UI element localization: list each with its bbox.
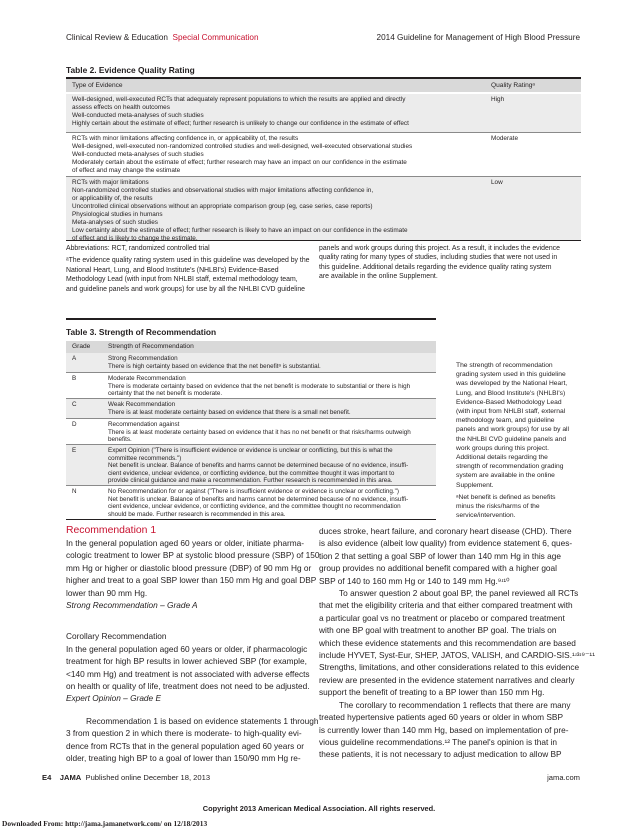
note-line: work groups during this project. xyxy=(456,444,549,452)
cell-line: There is high certainty based on evidence that the net benefitᵃ is substantial. xyxy=(108,362,321,370)
body-line: In the general population aged 60 years or older, if pharmacologic xyxy=(66,643,308,654)
section-label: Clinical Review & Education xyxy=(66,33,168,42)
cell-line: There is at least moderate certainty based on evidence that it has no net benefit or that risks/harms outweigh xyxy=(108,428,411,436)
body-line: <140 mm Hg) and treatment is not associated with adverse effects xyxy=(66,668,310,679)
cell-line: cient evidence, unclear evidence, or conflicting evidence, but the committee thought it was important to xyxy=(108,469,395,477)
table2-col-evidence: Type of Evidence xyxy=(72,82,123,89)
note-line: Lung, and Blood Institute's (NHLBI's) xyxy=(456,389,566,397)
cell-line: RCTs with minor limitations affecting confidence in, or applicability of, the results xyxy=(72,135,299,142)
journal-site: jama.com xyxy=(547,773,580,782)
table2-bottom-rule xyxy=(66,240,581,241)
grade-cell: E xyxy=(72,447,77,454)
table2-evidence-cell xyxy=(72,96,472,128)
body-line: Recommendation 1 is based on evidence statements 1 through xyxy=(86,715,319,726)
grade-cell: N xyxy=(72,488,77,495)
published-date: Published online December 18, 2013 xyxy=(85,773,211,782)
body-line: group provides no additional benefit compared with a higher goal xyxy=(319,563,558,574)
running-title: 2014 Guideline for Management of High Blood Pressure xyxy=(376,33,580,42)
body-line: tion 2 that setting a goal SBP of lower than 140 mm Hg in this age xyxy=(319,550,561,561)
cell-line: Expert Opinion ("There is insufficient evidence or evidence is unclear or conflicting, but this is what the xyxy=(108,447,393,454)
body-line: older, treating high BP to a goal of lower than 150/90 mm Hg re- xyxy=(66,753,301,764)
table3-top-rule xyxy=(66,318,436,320)
table2-evidence-cell xyxy=(72,179,472,243)
note-line: methodology team, and guideline xyxy=(456,417,555,425)
table3-row-a xyxy=(66,353,436,372)
cell-line: or applicability of, the results xyxy=(72,195,153,202)
grade-cell: B xyxy=(72,375,77,382)
grade-cell: C xyxy=(72,401,77,408)
footnote-line: quality rating for many types of studies, including studies that were not used in xyxy=(319,254,558,262)
body-line: SBP of 140 to 160 mm Hg or 140 to 149 mm Hg.⁹ʴ¹⁰ xyxy=(319,575,510,586)
right-column xyxy=(319,525,595,761)
footnote-line: National Heart, Lung, and Blood Institute's (NHLBI's) Evidence-Based xyxy=(66,266,279,274)
table3-row-d xyxy=(66,419,436,444)
cell-line: Recommendation against xyxy=(108,421,180,428)
cell-line: Non-randomized controlled studies and observational studies with major limitations affecting confidence in, xyxy=(72,187,374,194)
cell-line: provide clinical guidance and make a recommendation. Further research is recommended in this area. xyxy=(108,477,393,485)
grade-cell: D xyxy=(72,421,77,428)
note-line: strength of recommendation grading xyxy=(456,463,564,471)
table3-header-row xyxy=(66,341,436,353)
body-line: include HYVET, Syst-Eur, SHEP, JATOS, VALISH, and CARDIO-SIS.¹ʴ³ʴ⁹⁻¹¹ xyxy=(319,650,595,661)
body-line: is also evidence (albeit low quality) from evidence statement 6, ques- xyxy=(319,538,573,549)
body-line: support the benefit of treating to a BP lower than 150 mm Hg. xyxy=(319,687,545,698)
cell-line: assess effects on health outcomes xyxy=(72,104,170,111)
body-line: mm Hg or higher or diastolic blood pressure (DBP) of 90 mm Hg or xyxy=(66,562,312,573)
cell-line: There is moderate certainty based on evidence that the net benefit is moderate to substantial or there is high xyxy=(108,382,411,390)
body-line: dence from RCTs that in the general population aged 60 years or xyxy=(66,740,304,751)
cell-line: should be made. Further research is recommended in this area. xyxy=(108,510,286,518)
cell-line: Uncontrolled clinical observations without an appropriate comparison group (eg, case series, case reports) xyxy=(72,203,373,210)
table2-rating-cell: Low xyxy=(491,179,503,186)
cell-line: Well-designed, well-executed non-randomized controlled studies and well-designed, well-executed observational studies xyxy=(72,143,413,150)
cell-line: Well-conducted meta-analyses of such studies xyxy=(72,151,204,158)
cell-line: No Recommendation for or against ("There is insufficient evidence or evidence is unclear or conflicting.") xyxy=(108,488,400,495)
body-line: 3 from question 2 in which there is moderate- to high-quality evi- xyxy=(66,728,302,739)
cell-line: RCTs with major limitations xyxy=(72,179,149,186)
page-footer-left xyxy=(42,773,210,782)
table3-row-e xyxy=(66,445,436,485)
recommendation-heading: Recommendation 1 xyxy=(66,525,157,536)
note-line: Supplement. xyxy=(456,481,494,489)
body-line: that met the eligibility criteria and that either compared treatment with xyxy=(319,600,573,611)
body-line: cologic treatment to lower BP at systolic blood pressure (SBP) of 150 xyxy=(66,550,320,561)
table2-row-moderate xyxy=(66,133,581,176)
table3-row-n xyxy=(66,486,436,519)
cell-line: Net benefit is unclear. Balance of benefits and harms cannot be determined because of no evidence, insuffi- xyxy=(108,462,409,470)
table3-title: Table 3. Strength of Recommendation xyxy=(66,327,217,337)
copyright-notice: Copyright 2013 American Medical Association. All rights reserved. xyxy=(202,804,436,813)
body-line: review are presented in the evidence statement narratives and clearly xyxy=(319,674,575,685)
note-line: the NHLBI CVD guideline panels and xyxy=(456,435,567,443)
cell-line: Physiological studies in humans xyxy=(72,211,163,218)
cell-line: Weak Recommendation xyxy=(108,401,176,408)
strength-cell xyxy=(108,488,432,518)
body-line: duces stroke, heart failure, and coronary heart disease (CHD). There xyxy=(319,526,572,536)
cell-line: Low certainty about the estimate of effect; further research is likely to have an impact on our confidence in the estimate xyxy=(72,227,408,234)
body-line: these patients, it is not necessary to adjust medication to allow BP xyxy=(319,749,562,760)
cell-line: Well-designed, well-executed RCTs that adequately represent populations to which the results are applied and directly xyxy=(72,96,406,103)
footnote-line: are available in the online Supplement. xyxy=(319,273,438,281)
note-line: Additional details regarding the xyxy=(456,454,548,462)
body-line: treatment for high BP results in lower achieved SBP (for example, xyxy=(66,656,307,667)
grade-line: Expert Opinion – Grade E xyxy=(66,693,162,704)
table2-rating-cell: High xyxy=(491,96,505,103)
table2-row-high xyxy=(66,94,581,132)
left-column xyxy=(66,525,320,765)
cell-line: benefits. xyxy=(108,436,132,444)
body-line: In the general population aged 60 years or older, initiate pharma- xyxy=(66,538,305,548)
page-number: E4 xyxy=(42,773,52,782)
body-line: treated hypertensive patients aged 60 years or older in whom SBP xyxy=(319,712,563,723)
table2-col-rating: Quality Ratingᵃ xyxy=(491,82,535,89)
table2-footnote-right xyxy=(319,244,584,282)
table3-col-strength: Strength of Recommendation xyxy=(108,343,194,350)
cell-line: There is at least moderate certainty based on evidence that there is a small net benefit. xyxy=(108,408,351,416)
footnote-line: and guideline panels and work groups) for use by all the NHLBI CVD guideline xyxy=(66,285,306,293)
cell-line: Moderate Recommendation xyxy=(108,375,186,382)
corollary-heading: Corollary Recommendation xyxy=(66,631,167,642)
journal-name: JAMA xyxy=(59,773,82,782)
note-line: grading system used in this guideline xyxy=(456,371,566,379)
table2-title: Table 2. Evidence Quality Rating xyxy=(66,65,195,75)
body-line: higher and treat to a goal SBP lower than 150 mm Hg and goal DBP xyxy=(66,575,317,586)
cell-line: certainty that the net benefit is moderate. xyxy=(108,390,223,398)
note-line: Evidence-Based Methodology Lead xyxy=(456,398,562,406)
running-header-left xyxy=(66,33,259,42)
footnote-line: ᵃThe evidence quality rating system used in this guideline was developed by the xyxy=(66,257,310,265)
table3-side-note xyxy=(456,361,586,520)
table2-evidence-cell xyxy=(72,135,472,175)
body-line: To answer question 2 about goal BP, the panel reviewed all RCTs xyxy=(339,588,579,599)
body-line: which these evidence statements and this recommendation are based xyxy=(319,637,576,648)
cell-line: of effect and may change the estimate xyxy=(72,167,181,174)
footnote-line: panels and work groups during this project. As a result, it includes the evidence xyxy=(319,245,560,252)
strength-cell xyxy=(108,421,432,444)
table3-col-grade: Grade xyxy=(72,343,91,350)
footnote-line: this guideline. Additional details regarding the evidence quality rating system xyxy=(319,263,552,271)
cell-line: cient evidence, unclear evidence, or conflicting evidence, and the committee thought no recommendation xyxy=(108,503,401,511)
strength-cell xyxy=(108,355,432,370)
table3-row-c xyxy=(66,399,436,418)
table3-row-b xyxy=(66,373,436,398)
table2-footnote-left xyxy=(66,244,311,294)
body-line: lower than 90 mm Hg. xyxy=(66,587,148,598)
strength-cell xyxy=(108,447,432,485)
cell-line: Strong Recommendation xyxy=(108,355,178,362)
footnote-line: Methodology Lead (with input from NHLBI staff, external methodology team, xyxy=(66,276,298,284)
note-line: minus the risks/harms of the xyxy=(456,503,540,511)
note-line: The strength of recommendation xyxy=(456,362,553,369)
body-line: is currently lower than 140 mm Hg, based on implementation of pre- xyxy=(319,724,569,735)
download-notice: Downloaded From: http://jama.jamanetwork.com/ on 12/18/2013 xyxy=(2,819,208,828)
note-line: ᵃNet benefit is defined as benefits xyxy=(456,493,556,501)
cell-line: Net benefit is unclear. Balance of benefits and harms cannot be determined because of no evidence, insuffi- xyxy=(108,495,409,503)
table2-header-row xyxy=(66,79,581,92)
cell-line: Highly certain about the estimate of effect; further research is unlikely to change our confidence in the estimate of effect xyxy=(72,120,409,127)
cell-line: Moderately certain about the estimate of effect; further research may have an impact on our confidence in the estimate xyxy=(72,159,407,166)
body-line: on health or quality of life, treatment does not need to be adjusted. xyxy=(66,681,310,692)
note-line: system are available in the online xyxy=(456,472,555,480)
body-line: with one BP goal with treatment to another BP goal. The trials on xyxy=(319,625,557,636)
body-line: vious guideline recommendations.¹² The panel's opinion is that in xyxy=(319,736,558,747)
grade-cell: A xyxy=(72,355,77,362)
strength-cell xyxy=(108,401,432,416)
table2-row-low xyxy=(66,177,581,240)
footnote-line: Abbreviations: RCT, randomized controlled trial xyxy=(66,245,210,252)
cell-line: of effect and is likely to change the estimate. xyxy=(72,235,198,242)
body-line: The corollary to recommendation 1 reflects that there are many xyxy=(339,699,571,710)
table3-bottom-rule xyxy=(66,519,436,520)
table2-rating-cell: Moderate xyxy=(491,135,518,142)
subsection-label: Special Communication xyxy=(172,33,259,42)
cell-line: Meta-analyses of such studies xyxy=(72,219,158,226)
note-line: service/intervention. xyxy=(456,512,516,520)
grade-line: Strong Recommendation – Grade A xyxy=(66,600,198,611)
body-line: a particular goal vs no treatment or placebo or compared treatment xyxy=(319,612,565,623)
note-line: was developed by the National Heart, xyxy=(456,380,568,388)
strength-cell xyxy=(108,375,432,398)
note-line: (with input from NHLBI staff, external xyxy=(456,408,566,416)
cell-line: committee recommends.") xyxy=(108,454,182,462)
body-line: Strengths, limitations, and other considerations related to this evidence xyxy=(319,662,580,673)
note-line: panels and work groups) for use by all xyxy=(456,426,570,434)
cell-line: Well-conducted meta-analyses of such studies xyxy=(72,112,204,119)
